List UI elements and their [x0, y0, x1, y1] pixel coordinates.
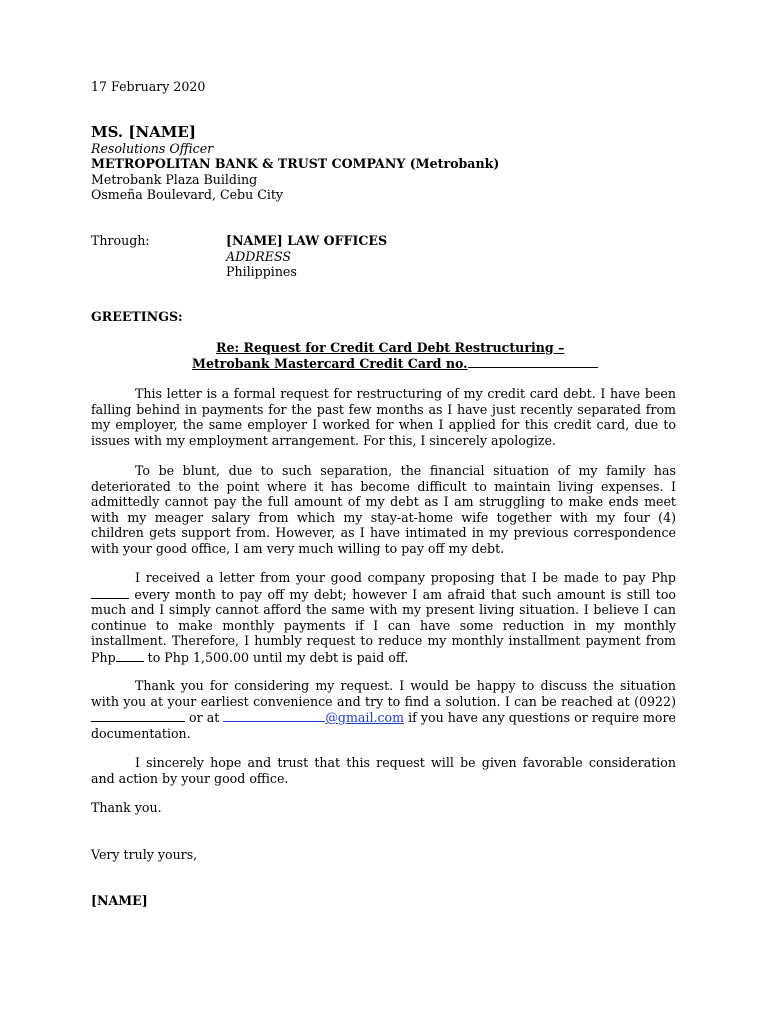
subject-line2-text: Metrobank Mastercard Credit Card no.	[192, 356, 468, 371]
paragraph-3-text-b: every month to pay off my debt; however I am afraid that such amount is still too much and I simply cannot afford the same with my present living situation. I believe I can continue to make monthly payments if I can have some reduction in my monthly installment. Therefore, I humbly request to reduce my monthly installment payment from Php	[91, 586, 676, 665]
paragraph-1-text: This letter is a formal request for restructuring of my credit card debt. I have been falling behind in payments for the past few months as I have just recently separated from my employer, the same employer I worked for when I applied for this credit card, due to issues with my employment arrangement. For this, I sincerely apologize.	[91, 386, 676, 448]
email-domain: @gmail.com	[325, 710, 405, 725]
paragraph-5-text: I sincerely hope and trust that this request will be given favorable consideration and action by your good office.	[91, 755, 676, 786]
paragraph-4-text-c: if you have any questions or require more documentation.	[91, 710, 676, 741]
paragraph-2	[91, 463, 676, 556]
current-amount-blank	[116, 649, 144, 662]
paragraph-4	[91, 678, 676, 741]
email-user-blank	[223, 709, 325, 722]
through-address: ADDRESS	[226, 249, 291, 264]
paragraph-4-text-b: or at	[185, 710, 224, 725]
recipient-company: METROPOLITAN BANK & TRUST COMPANY (Metrobank)	[91, 156, 500, 171]
paragraph-3-text-c: to Php 1,500.00 until my debt is paid off.	[143, 649, 409, 665]
paragraph-4-text-a: Thank you for considering my request. I would be happy to discuss the situation with you at your earliest convenience and try to find a solution. I can be reached at (0922)	[91, 678, 676, 709]
paragraph-5	[91, 755, 676, 786]
recipient-name: MS. [NAME]	[91, 123, 196, 141]
card-number-blank	[468, 355, 598, 368]
email-link[interactable]	[223, 710, 404, 725]
proposed-amount-blank	[91, 586, 129, 599]
paragraph-3-text-a: I received a letter from your good company proposing that I be made to pay Php	[135, 570, 676, 585]
through-country: Philippines	[226, 264, 297, 279]
recipient-address-line1: Metrobank Plaza Building	[91, 172, 258, 187]
phone-blank	[91, 709, 185, 722]
subject-line1: Re: Request for Credit Card Debt Restructuring –	[216, 340, 565, 355]
closing-thanks: Thank you.	[91, 800, 162, 815]
recipient-title: Resolutions Officer	[91, 141, 214, 156]
through-label: Through:	[91, 233, 150, 248]
subject-line2	[192, 355, 598, 372]
paragraph-2-text: To be blunt, due to such separation, the financial situation of my family has deteriorated to the point where it has become difficult to maintain living expenses. I admittedly cannot pay the full amount of my debt as I am struggling to make ends meet with my meager salary from which my stay-at-home wife together with my four (4) children gets support from. However, as I have intimated in my previous correspondence with your good office, I am very much willing to pay off my debt.	[91, 463, 676, 556]
closing-valediction: Very truly yours,	[91, 847, 198, 862]
recipient-address-line2: Osmeña Boulevard, Cebu City	[91, 187, 284, 202]
paragraph-3	[91, 570, 676, 665]
greeting: GREETINGS:	[91, 309, 183, 324]
paragraph-1	[91, 386, 676, 448]
letter-date: 17 February 2020	[91, 79, 206, 94]
signature-name: [NAME]	[91, 893, 148, 908]
through-firm: [NAME] LAW OFFICES	[226, 233, 388, 248]
